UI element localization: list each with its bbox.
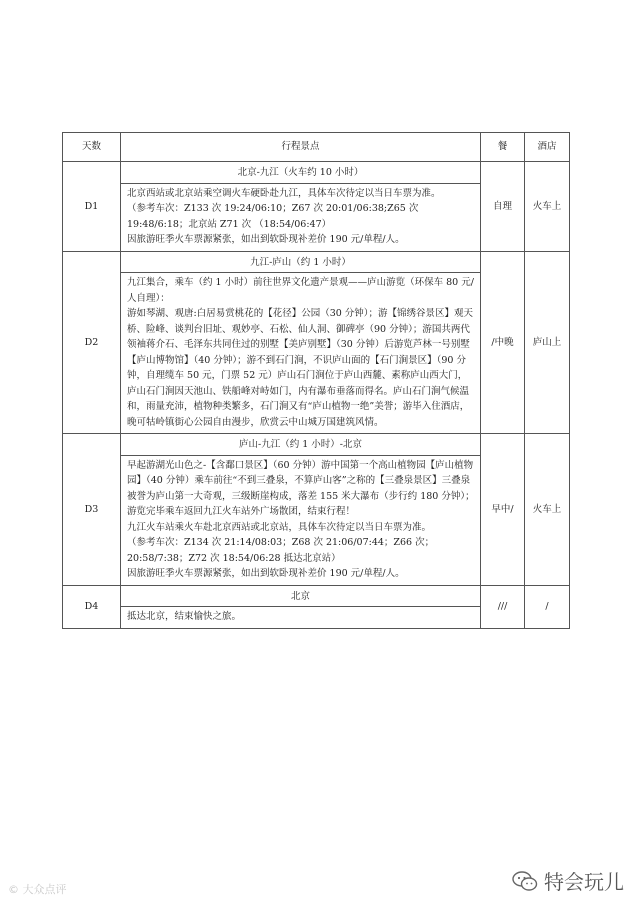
description-line: 北京西站或北京站乘空调火车硬卧赴九江，具体车次待定以当日车票为准。 <box>127 187 441 199</box>
description-line: 抵达北京，结束愉快之旅。 <box>127 611 242 622</box>
day-cell: D2 <box>63 251 121 434</box>
route-cell <box>121 585 481 628</box>
watermark-brand: 特会玩儿 <box>544 870 624 894</box>
description-line: 游如琴湖、观唐:白居易赏桃花的【花径】公园（30 分钟）；游【锦绣谷景区】观天桥、险峰、谈判台旧址、观妙亭、石松、仙人洞、御碑亭（90 分钟）；游国共两代领袖蒋介石、毛泽东共同住过的别墅【美庐别墅】（30 分钟）后游览芦林一号别墅【庐山博物馆】（40 分钟）；游不到石门涧，不识庐山面的【石门涧景区】（90 分钟，自理缆车 50 元，门票 52 元）庐山石门涧位于庐山西麓、素称庐山西大门，庐山石门涧因天池山、铁船峰对峙如门，内有瀑布垂落而得名。庐山石门涧气候温和，雨量充沛，植物种类繁多，石门涧又有“庐山植物一绝”美誉；游毕入住酒店，晚可牯岭镇街心公园自由漫步，欣赏云中山城万国建筑风情。 <box>127 308 474 428</box>
header-hotel: 酒店 <box>525 133 570 162</box>
itinerary-table <box>62 132 570 629</box>
description-line: （参考车次：Z134 次 21:14/08:03；Z68 次 21:06/07:44；Z66 次；20:58/7:38；Z72 次 18:54/06:28 抵达北京站） <box>127 537 435 564</box>
route-cell <box>121 434 481 586</box>
table-row <box>63 251 570 434</box>
header-route: 行程景点 <box>121 133 481 162</box>
header-day: 天数 <box>63 133 121 162</box>
day-title: 北京 <box>121 586 480 608</box>
description-line: 因旅游旺季火车票源紧张，如出到软卧现补差价 190 元/单程/人。 <box>127 568 405 579</box>
watermark-left: © 大众点评 <box>8 883 67 896</box>
route-cell <box>121 251 481 434</box>
hotel-cell: / <box>525 585 570 628</box>
description-line: 因旅游旺季火车票源紧张，如出到软卧现补差价 190 元/单程/人。 <box>127 234 405 245</box>
footer <box>0 870 640 905</box>
day-cell: D3 <box>63 434 121 586</box>
description-line: 九江集合，乘车（约 1 小时）前往世界文化遗产景观——庐山游览（环保车 80 元/人自理）： <box>127 277 474 304</box>
watermark-right <box>512 866 624 895</box>
meal-cell: /// <box>481 585 525 628</box>
wechat-icon <box>512 870 538 892</box>
day-description <box>121 607 480 628</box>
table-row <box>63 585 570 628</box>
day-title: 庐山-九江（约 1 小时）-北京 <box>121 434 480 456</box>
meal-cell: /中晚 <box>481 251 525 434</box>
meal-cell: 早中/ <box>481 434 525 586</box>
day-cell: D1 <box>63 162 121 252</box>
header-meal: 餐 <box>481 133 525 162</box>
meal-cell: 自理 <box>481 162 525 252</box>
hotel-cell: 火车上 <box>525 162 570 252</box>
day-description <box>121 184 480 251</box>
hotel-cell: 火车上 <box>525 434 570 586</box>
description-line: 九江火车站乘火车赴北京西站或北京站，具体车次待定以当日车票为准。 <box>127 521 432 533</box>
route-cell <box>121 162 481 252</box>
table-row <box>63 162 570 252</box>
day-title: 九江-庐山（约 1 小时） <box>121 252 480 274</box>
hotel-cell: 庐山上 <box>525 251 570 434</box>
table-row <box>63 434 570 586</box>
day-description <box>121 456 480 585</box>
description-line: （参考车次：Z133 次 19:24/06:10；Z67 次 20:01/06:38;Z65 次 19:48/6:18；北京站 Z71 次 （18:54/06:47） <box>127 203 419 230</box>
day-cell: D4 <box>63 585 121 628</box>
table-header-row <box>63 133 570 162</box>
description-line: 早起游湖光山色之-【含鄱口景区】（60 分钟）游中国第一个高山植物园【庐山植物园】（40 分钟）乘车前往“不到三叠泉，不算庐山客”之称的【三叠泉景区】三叠泉被誉为庐山第一大奇观，三级断崖构成，落差 155 米大瀑布（步行约 180 分钟）；游览完毕乘车返回九江火车站外广场散团，结束行程！ <box>127 459 475 517</box>
day-title: 北京-九江（火车约 10 小时） <box>121 162 480 184</box>
day-description <box>121 273 480 433</box>
